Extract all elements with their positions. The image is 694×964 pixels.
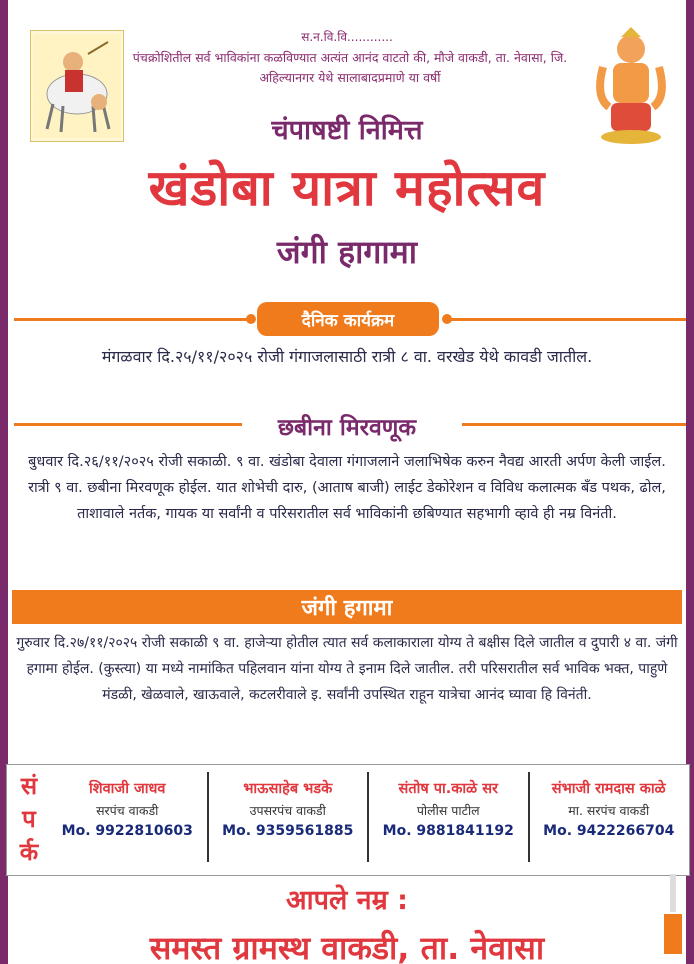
occasion-subtitle: चंपाषष्टी निमित्त	[271, 115, 423, 146]
contact-card	[369, 772, 530, 862]
procession-heading: छबीना मिरवणूक	[277, 415, 417, 441]
contact-mobile: Mo. 9881841192	[382, 823, 514, 839]
contact-name: संभाजी रामदास काळे	[551, 781, 666, 797]
contact-card	[530, 772, 689, 862]
footer-villagers: समस्त ग्रामस्थ वाकडी, ता. नेवासा	[149, 929, 545, 964]
divider-left	[14, 318, 254, 321]
contact-cards	[48, 772, 688, 862]
daily-program-text: मंगळवार दि.२५/११/२०२५ रोजी गंगाजलासाठी रात्री ८ वा. वरखेड येथे कावडी जातील.	[101, 347, 593, 366]
contact-role: उपसरपंच वाकडी	[249, 803, 326, 818]
event-subtitle: जंगी हागामा	[276, 233, 418, 271]
procession-text: बुधवार दि.२६/११/२०२५ रोजी सकाळी. ९ वा. खंडोबा देवाला गंगाजलाने जलाभिषेक करुन नैवद्य आरती अर्पण केली जाईल. रात्री ९ वा. छबीना मिरवणूक होईल. यात शोभेची दारु, (आताष बाजी) लाईट डेकोरेशन व विविध कलात्मक बँड पथक, ढोल, ताशावाले नर्तक, गायक या सर्वांनी व परिसरातील सर्व भाविकांनी छबिण्यात सहभागी व्हावे ही नम्र विनंती.	[28, 454, 666, 522]
contact-card	[48, 772, 209, 862]
contact-label	[12, 770, 46, 870]
intro-text: पंचक्रोशितील सर्व भाविकांना कळविण्यात अत्यंत आनंद वाटतो की, मौजे वाकडी, ता. नेवासा, जि. अहिल्यानगर येथे सालाबादप्रमाणे या वर्षी	[132, 50, 568, 85]
daily-program-heading: दैनिक कार्यक्रम	[257, 302, 439, 336]
contact-name: संतोष पा.काळे सर	[398, 781, 498, 797]
divider-right	[448, 318, 686, 321]
divider-dot-left	[246, 314, 256, 324]
contact-mobile: Mo. 9359561885	[222, 823, 354, 839]
contact-role: मा. सरपंच वाकडी	[568, 803, 650, 818]
footer-label: आपले नम्र :	[286, 885, 408, 916]
contact-card	[209, 772, 370, 862]
contact-role: पोलीस पाटील	[416, 803, 480, 818]
contact-label-line: सं	[20, 772, 38, 800]
contact-label-line: र्क	[19, 838, 39, 866]
contact-name: शिवाजी जाधव	[89, 781, 166, 797]
festival-title: खंडोबा यात्रा महोत्सव	[148, 159, 546, 217]
contact-name: भाऊसाहेब भडके	[243, 781, 333, 797]
reference-number: स.न.वि.वि............	[301, 30, 393, 44]
wrestling-heading: जंगी हगामा	[12, 590, 682, 624]
contact-role: सरपंच वाकडी	[96, 803, 159, 818]
contact-mobile: Mo. 9422266704	[543, 823, 675, 839]
contact-label-line: प	[22, 805, 36, 833]
contact-mobile: Mo. 9922810603	[61, 823, 193, 839]
wrestling-text: गुरुवार दि.२७/११/२०२५ रोजी सकाळी ९ वा. हाजेऱ्या होतील त्यात सर्व कलाकाराला योग्य ते बक्षीस दिले जातील व दुपारी ४ वा. जंगी हगामा होईल. (कुस्त्या) या मध्ये नामांकित पहिलवान यांना योग्य ते इनाम दिले जातील. तरी परिसरातील सर्व भाविक भक्त, पाहुणे मंडळी, खेळवाले, खाऊवाले, कटलरीवाले इ. सर्वांनी उपस्थित राहून यात्रेचा आनंद घ्यावा हि विनंती.	[16, 635, 678, 703]
printer-stamp-icon	[664, 874, 682, 954]
